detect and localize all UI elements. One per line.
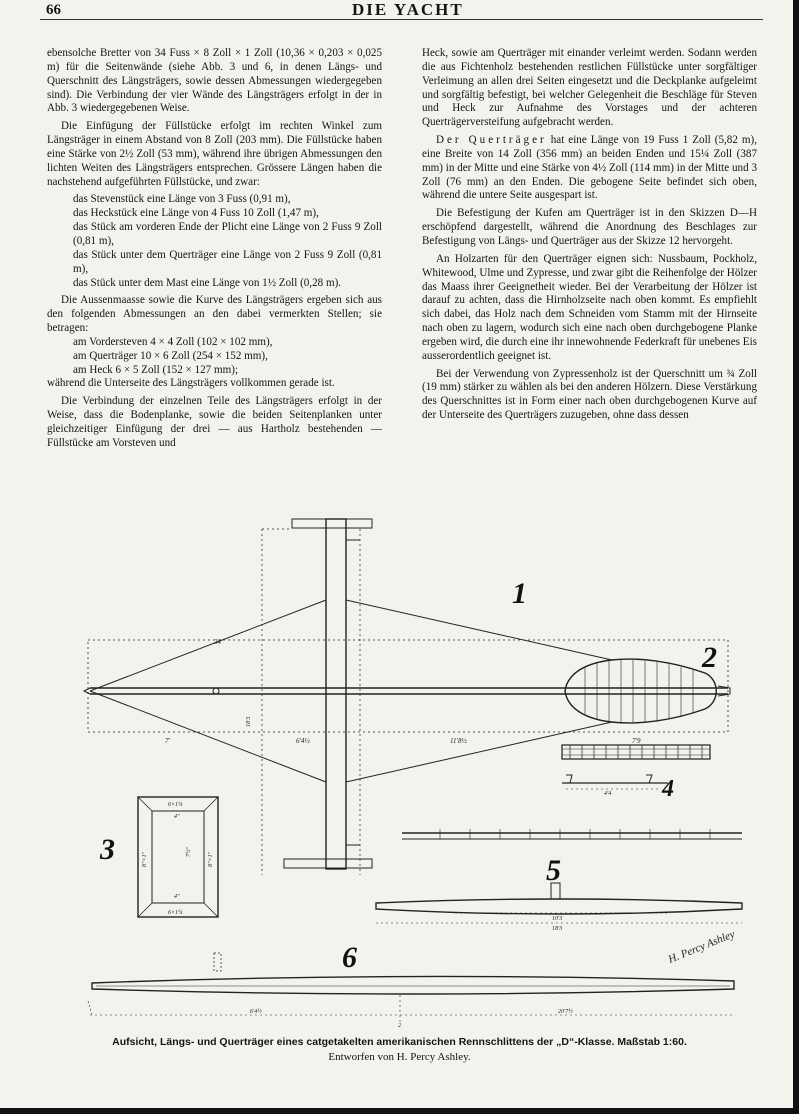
paragraph: Die Aussenmaasse sowie die Kurve des Längsträgers ergeben sich aus den folgenden Abmessungen an den dabei vermerkten Stellen; sie betragen:	[47, 294, 382, 335]
dimension-label: 6×1¼	[168, 802, 183, 808]
right-column	[422, 47, 757, 427]
dimension-label: 8"×1"	[208, 851, 214, 867]
cockpit	[565, 659, 716, 723]
rigging-line	[90, 691, 326, 782]
paragraph: An Holzarten für den Querträger eignen sich: Nussbaum, Pockholz, Whitewood, Ulme und Zypresse, und zwar gibt die Reihenfolge der Hölzer das Maass ihrer Geeignetheit wieder. Bei der Verarbeitung der Hölzer ist darauf zu achten, dass die Hirnholzseite nach oben kommt. Es empfiehlt sich dabei, das Holz nach dem Schneiden vom Stamm mit der Hirnseite nach oben zu lagern, wodurch sich eine nach oben durchgebogene Planke ergeben wird, die durch eine ihr innewohnende Federkraft für unebenes Eis ausserordentlich geeignet ist.	[422, 252, 757, 362]
paragraph	[422, 134, 757, 203]
paragraph: Heck, sowie am Querträger mit einander verleimt werden. Sodann werden die aus Fichtenholz bestehenden restlichen Füllstücke unter sorgfältiger Verleimung an allen drei Seiten eingesetzt und die Deckplanke aufgeleimt und sorgfältig befestigt, bei welcher Gelegenheit die Beschläge für Steven und Heck zur Aufnahme des Vorstages und der achteren Querträgerversteifung aufgebracht werden.	[422, 47, 757, 129]
runner-top	[292, 519, 372, 528]
dimension-label: 2	[398, 1023, 401, 1029]
figure-number: 1	[512, 577, 527, 610]
dimension-label: 6'4½	[296, 737, 310, 745]
dimension-label: 7'	[165, 737, 170, 745]
dimension-label: 34	[214, 638, 221, 646]
dimension-label: 18'3	[552, 926, 563, 932]
bow-tip	[84, 688, 90, 694]
page-header	[0, 0, 799, 22]
scan-edge	[0, 1108, 799, 1114]
rigging-line	[90, 600, 326, 691]
scan-edge	[793, 0, 799, 1114]
figure-6-beam-elevation	[88, 941, 735, 1029]
paragraph: Bei der Verwendung von Zypressenholz ist der Querschnitt um ¾ Zoll (19 mm) stärker zu wählen als bei den anderen Hölzern. Diese Verstärkung des Querschnittes ist in Form einer nach oben durchgebogenen Kurve auf der Unterseite des Querträgers zuzugeben, ohne dass dessen	[422, 367, 757, 422]
figure-number: 4	[662, 776, 674, 802]
dimension-label: 7½"	[186, 846, 192, 857]
emphasis: Der Querträger	[436, 134, 547, 147]
list-item: das Stück unter dem Mast eine Länge von 1½ Zoll (0,28 m).	[73, 276, 342, 289]
dimension-label: 4"	[174, 814, 180, 820]
figure-number: 3	[100, 833, 115, 866]
list-item: am Querträger 10 × 6 Zoll (254 × 152 mm),	[73, 349, 268, 362]
dimension-label: 11'8½	[450, 737, 467, 745]
dimension-label: 8"×1"	[142, 851, 148, 867]
paragraph: ebensolche Bretter von 34 Fuss × 8 Zoll × 1 Zoll (10,36 × 0,203 × 0,025 m) für die Seitenwände (siehe Abb. 3 und 6, in denen Längs- und Querschnitt des Längsträgers, sowie dessen Abmessungen wiedergegeben sind). Die Verbindung der vier Wände des Längsträgers erfolgt in der in Abb. 3 wiedergegebenen Weise.	[47, 47, 382, 115]
list-item: das Stück am vorderen Ende der Plicht eine Länge von 2 Fuss 9 Zoll (0,81 m),	[73, 221, 382, 247]
dimension-label: 4'4	[604, 791, 612, 797]
figure-credit: Entworfen von H. Percy Ashley.	[328, 1051, 471, 1063]
longitudinal-beam-profile	[92, 976, 734, 994]
runner-bottom	[284, 859, 372, 868]
dimension-label: 7'9	[632, 737, 641, 745]
dimension-label: 10'3	[552, 916, 563, 922]
paragraph-text: hat eine Länge von 19 Fuss 1 Zoll (5,82 m), eine Breite von 14 Zoll (356 mm) an beiden Enden und 15¼ Zoll (387 mm) in der Mitte und eine Stärke von 4½ Zoll (114 mm) in der Mitte und 3 Zoll (76 mm) an den Enden. Die gebogene Seite befindet sich oben, während die untere Seite ausgespart ist.	[422, 134, 757, 202]
designer-signature: H. Percy Ashley	[666, 928, 737, 966]
dimension-label: 20'7½	[558, 1009, 573, 1015]
dimension-label: 6×1¼	[168, 910, 183, 916]
figure-3-cross-section	[99, 797, 218, 917]
dimension-label: 6'4½	[250, 1009, 262, 1015]
figure-number: 2	[702, 641, 717, 674]
page-number: 66	[46, 2, 61, 18]
list-item: am Vordersteven 4 × 4 Zoll (102 × 102 mm),	[73, 335, 273, 348]
figure-5-crossbeam-elevation	[376, 829, 742, 966]
list-item: das Stück unter dem Querträger eine Länge von 2 Fuss 9 Zoll (0,81 m),	[73, 248, 382, 275]
mast-step	[213, 688, 219, 694]
paragraph: Die Verbindung der einzelnen Teile des Längsträgers erfolgt in der Weise, dass die Bodenplanke, sowie die beiden Seitenplanken unter gleichzeitiger Einfügung der drei — aus Hartholz bestehenden — Füllstücke am Vorsteven und	[47, 395, 382, 449]
technical-drawing	[0, 505, 799, 1030]
list-item: das Heckstück eine Länge von 4 Fuss 10 Zoll (1,47 m),	[73, 207, 319, 220]
crossbeam-curve	[376, 899, 742, 914]
rigging-line	[346, 600, 612, 660]
figure-1-plan-view	[84, 519, 730, 875]
dimension-box	[88, 640, 728, 732]
dimension-label: 4"	[174, 894, 180, 900]
figure-number: 6	[342, 941, 357, 974]
figure-4-beam-section	[562, 745, 710, 802]
figure-number: 5	[546, 854, 561, 887]
list-item: am Heck 6 × 5 Zoll (152 × 127 mm);	[73, 363, 239, 376]
running-title: DIE YACHT	[352, 0, 464, 19]
paragraph: während die Unterseite des Längsträgers vollkommen gerade ist.	[47, 377, 335, 390]
left-column	[47, 47, 382, 455]
rigging-line	[346, 722, 612, 782]
header-rule	[40, 19, 763, 20]
paragraph: Die Befestigung der Kufen am Querträger ist in den Skizzen D—H erschöpfend dargestellt, während die Anordnung des Beschlages zur Befestigung von Längs- und Querträger aus der Skizze 12 hervorgeht.	[422, 207, 757, 247]
dimension-label: 18'3	[246, 716, 252, 727]
list-item: das Stevenstück eine Länge von 3 Fuss (0,91 m),	[73, 193, 291, 206]
figure-caption: Aufsicht, Längs- und Querträger eines catgetakelten amerikanischen Rennschlittens der „D“-Klasse. Maßstab 1:60.	[112, 1036, 687, 1048]
paragraph: Die Einfügung der Füllstücke erfolgt im rechten Winkel zum Längsträger in einem Abstand von 8 Zoll (203 mm). Die Füllstücke haben eine Stärke von 2½ Zoll (53 mm), während ihre übrigen Abmessungen den lichten Weiten des Längsträgers entsprechen. Grössere Längen haben die nachstehend aufgeführten Füllstücke, und zwar:	[47, 120, 382, 188]
